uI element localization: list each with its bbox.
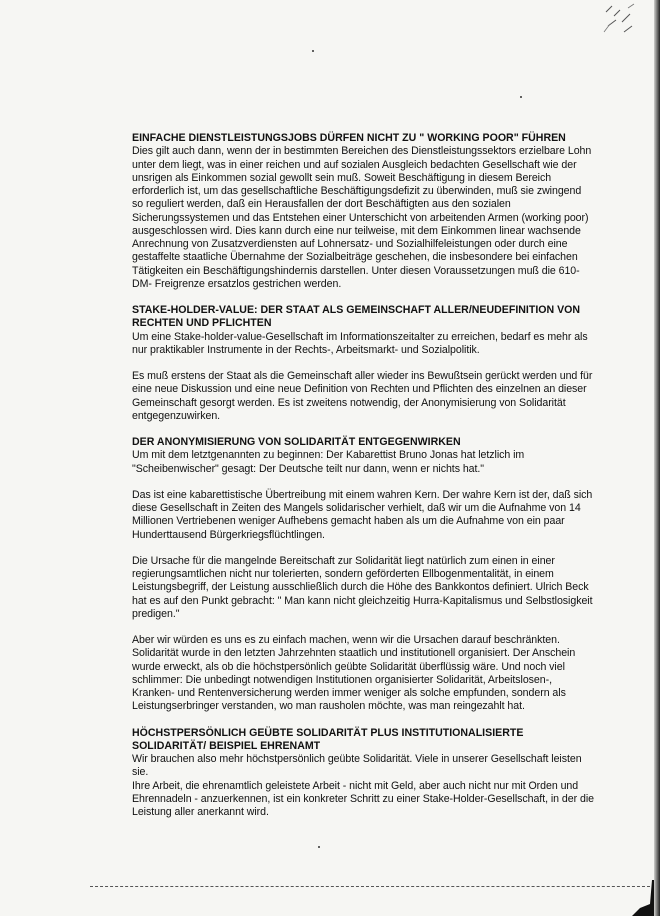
paragraph: Ihre Arbeit, die ehrenamtlich geleistete Arbeit - nicht mit Geld, aber auch nicht nur mit Orden und Ehrennadeln - anzuerkennen, ist ein konkreter Schritt zu einer Stake-Holder-Gesellschaft, in der die Leistung aller anerkannt wird. (132, 779, 594, 818)
paragraph: Aber wir würden es uns es zu einfach machen, wenn wir die Ursachen darauf beschränkten. Solidarität wurde in den letzten Jahrzehnten staatlich und institutionell organisiert. Der Anschein wurde erweckt, als ob die höchstpersönlich geübte Solidarität überflüssig wäre. Und noch viel schlimmer: Die unbedingt notwendigen Institutionen organisierter Solidarität, Arbeitslosen-, Kranken- und Rentenversicherung werden immer weniger als solche empfunden, sondern als Leistungserbringer verstanden, wo man rausholen möchte, was man reingezahlt hat. (132, 634, 576, 713)
paragraph: Dies gilt auch dann, wenn der in bestimmten Bereichen des Dienstleistungssektors erzielbare Lohn unter dem liegt, was in einer reichen und auf sozialen Ausgleich bedachten Gesellschaft wie der unsrigen als Einkommen sozial gewollt sein muß. Soweit Beschäftigung in diesem Bereich erforderlich ist, um das gesellschaftliche Beschäftigungsdefizit zu überwinden, muß sie zwingend so reguliert werden, daß ein Herausfallen der dort Beschäftigten aus den sozialen Sicherungssystemen und das Entstehen einer Unterschicht von arbeitenden Armen (working poor) ausgeschlossen wird. Dies kann durch eine nur teilweise, mit dem Einkommen linear wachsende Anrechnung von Zusatzverdiensten auf Lohnersatz- und Sozialhilfeleistungen oder durch eine gestaffelte staatliche Übernahme der Sozialbeiträge geschehen, die insbesondere bei einfachen Tätigkeiten ein Beschäftigungshindernis darstellen. Unter diesen Voraussetzungen muß die 610-DM- Freigrenze ersatzlos gestrichen werden. (132, 145, 592, 290)
paragraph: Um mit dem letztgenannten zu beginnen: Der Kabarettist Bruno Jonas hat letzlich im "Scheibenwischer" gesagt: Der Deutsche teilt nur dann, wenn er nichts hat." (132, 449, 525, 475)
document-body (132, 132, 594, 819)
paragraph: Das ist eine kabarettistische Übertreibung mit einem wahren Kern. Der wahre Kern ist der, daß sich diese Gesellschaft in Zeiten des Mangels solidarischer verhielt, daß wir um die Aufnahme von 14 Millionen Vertriebenen weniger Aufhebens gemacht haben als um die Aufnahme von ein paar Hunderttausend Bürgerkriegsflüchtlingen. (132, 488, 593, 541)
paragraph: Es muß erstens der Staat als die Gemeinschaft aller wieder ins Bewußtsein gerückt werden und für eine neue Diskussion und eine neue Definition von Rechten und Pflichten des einzelnen an dieser Gemeinschaft gesorgt werden. Es ist zweitens notwendig, der Anonymisierung von Solidarität entgegenzuwirken. (132, 370, 593, 422)
handwritten-mark-icon (602, 2, 638, 38)
section-heading: STAKE-HOLDER-VALUE: DER STAAT ALS GEMEINSCHAFT ALLER/NEUDEFINITION VON RECHTEN UND PFLICHTEN (132, 304, 581, 330)
paragraph: Die Ursache für die mangelnde Bereitschaft zur Solidarität liegt natürlich zum einen in einer regierungsamtlichen nicht nur tolerierten, sondern geförderten Ellbogenmentalität, in einem Leistungsbegriff, der Leistung ausschließlich durch die Höhe des Bankkontos definiert. Ulrich Beck hat es auf den Punkt gebracht: " Man kann nicht gleichzeitig Hurra-Kapitalismus und Selbstlosigkeit predigen." (132, 554, 593, 620)
scan-speck (318, 846, 320, 848)
scan-edge-shadow (654, 0, 660, 916)
paragraph: Um eine Stake-holder-value-Gesellschaft im Informationszeitalter zu erreichen, bedarf es mehr als nur praktikabler Instrumente in der Rechts-, Arbeitsmarkt- und Sozialpolitik. (132, 330, 588, 356)
section-heading: EINFACHE DIENSTLEISTUNGSJOBS DÜRFEN NICHT ZU " WORKING POOR" FÜHREN (132, 132, 566, 144)
page-bottom-edge (90, 886, 650, 888)
section-heading: HÖCHSTPERSÖNLICH GEÜBTE SOLIDARITÄT PLUS INSTITUTIONALISIERTE SOLIDARITÄT/ BEISPIEL EHRENAMT (132, 726, 524, 752)
scan-speck (520, 96, 522, 98)
paragraph: Wir brauchen also mehr höchstpersönlich geübte Solidarität. Viele in unserer Gesellschaft leisten sie. (132, 753, 582, 779)
scan-speck (312, 50, 314, 52)
section-heading: DER ANONYMISIERUNG VON SOLIDARITÄT ENTGEGENWIRKEN (132, 436, 461, 448)
